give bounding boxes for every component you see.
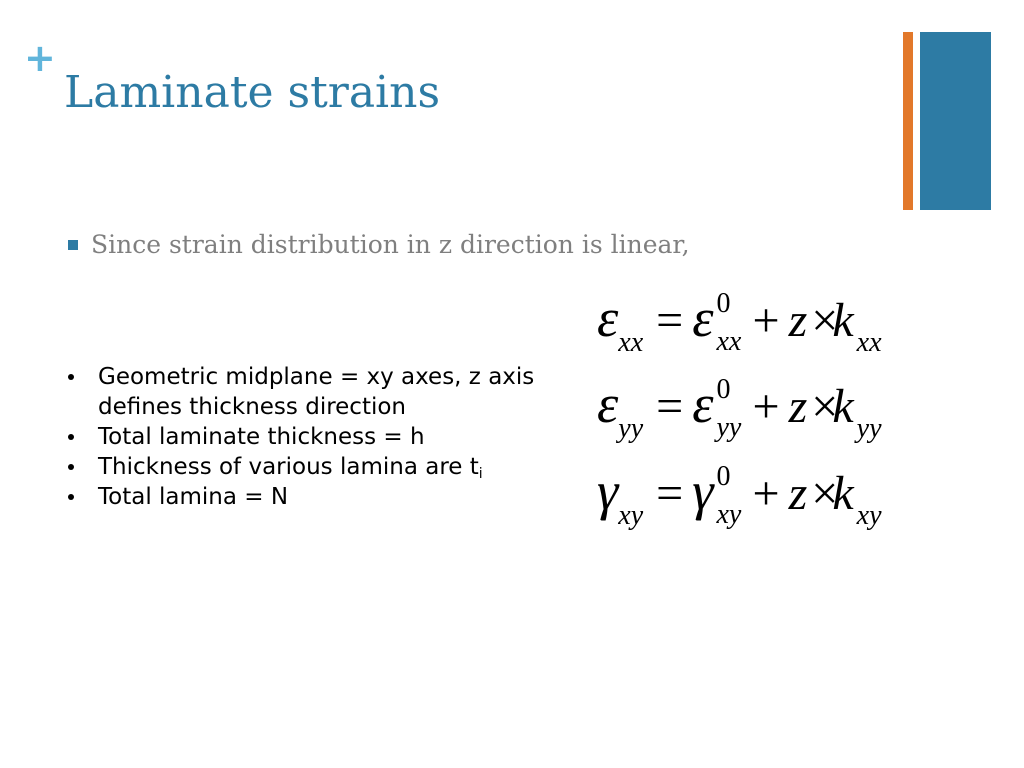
equals-sign: = (656, 380, 684, 433)
lhs-symbol: γ (597, 461, 619, 521)
plus-sign: + (752, 294, 780, 347)
z-variable: z (788, 380, 808, 433)
list-item-subscript: i (478, 466, 483, 482)
midplane-superscript: 0 (716, 288, 731, 319)
sub-bullet-list (67, 362, 568, 512)
plus-sign: + (752, 380, 780, 433)
midplane-superscript: 0 (716, 461, 731, 492)
midplane-subscript: xy (716, 499, 742, 530)
equation-row-epsilon-yy (597, 374, 882, 444)
main-bullet-text: Since strain distribution in z direction is linear, (91, 230, 690, 259)
list-item (67, 452, 568, 482)
accent-block-blue (920, 32, 991, 210)
plus-sign: + (752, 467, 780, 520)
times-sign: × (811, 294, 839, 347)
times-sign: × (811, 380, 839, 433)
lhs-subscript: xx (618, 327, 644, 358)
corner-plus-mark: + (24, 36, 56, 80)
bullet-dot-icon (68, 464, 74, 470)
lhs-symbol: ε (597, 374, 619, 434)
bullet-dot-icon (68, 374, 74, 380)
z-variable: z (788, 467, 808, 520)
times-sign: × (811, 467, 839, 520)
lhs-subscript: yy (618, 413, 644, 444)
equation-row-epsilon-xx (597, 288, 882, 358)
list-item-text: Thickness of various lamina are t (98, 454, 479, 480)
equation-row-gamma-xy (597, 461, 882, 531)
midplane-symbol: ε (692, 288, 714, 348)
curvature-symbol: k (832, 294, 854, 347)
equals-sign: = (656, 294, 684, 347)
square-bullet-icon (68, 240, 78, 250)
curvature-symbol: k (832, 380, 854, 433)
curvature-subscript: yy (856, 413, 882, 444)
list-item-text: Geometric midplane = xy axes, z axis defines thickness direction (98, 364, 535, 420)
lhs-subscript: xy (618, 500, 644, 531)
midplane-superscript: 0 (716, 374, 731, 405)
curvature-subscript: xx (856, 327, 882, 358)
curvature-symbol: k (832, 467, 854, 520)
list-item (67, 482, 568, 512)
slide-title: Laminate strains (64, 67, 441, 118)
list-item-text: Total lamina = N (98, 484, 289, 510)
curvature-subscript: xy (856, 500, 882, 531)
accent-bar-orange (903, 32, 913, 210)
list-item (67, 422, 568, 452)
midplane-symbol: γ (692, 461, 714, 521)
list-item (67, 362, 568, 422)
bullet-dot-icon (68, 494, 74, 500)
bullet-dot-icon (68, 434, 74, 440)
lhs-symbol: ε (597, 288, 619, 348)
list-item-text: Total laminate thickness = h (98, 424, 425, 450)
midplane-subscript: yy (716, 412, 742, 443)
midplane-symbol: ε (692, 374, 714, 434)
midplane-subscript: xx (716, 326, 742, 357)
equals-sign: = (656, 467, 684, 520)
z-variable: z (788, 294, 808, 347)
